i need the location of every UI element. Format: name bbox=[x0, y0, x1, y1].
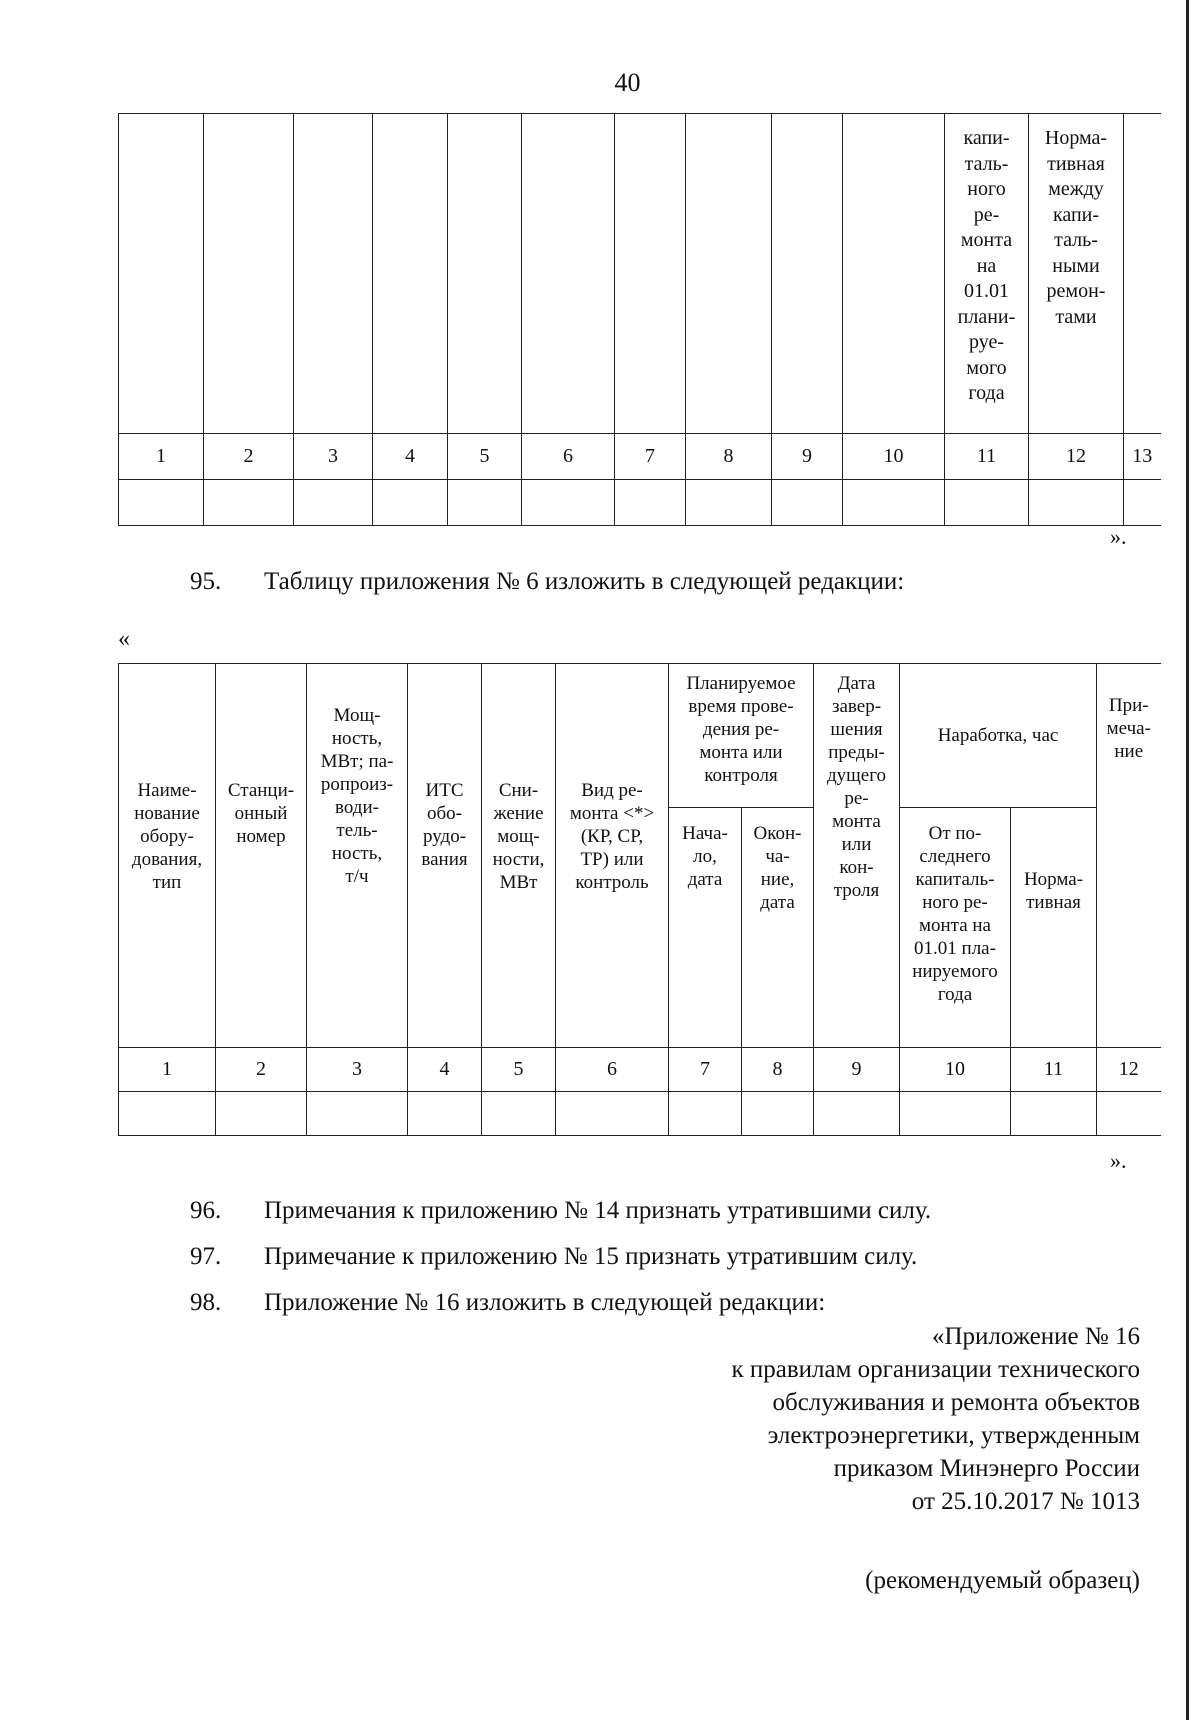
appendix-line: к правилам организации технического bbox=[731, 1356, 1140, 1383]
column-number: 9 bbox=[814, 1048, 900, 1092]
table1-header-cell bbox=[772, 114, 843, 434]
empty-cell bbox=[843, 480, 945, 526]
column-number: 4 bbox=[408, 1048, 482, 1092]
column-number: 7 bbox=[615, 434, 686, 480]
table1-empty-row bbox=[119, 480, 1161, 526]
paragraph-number: 98. bbox=[190, 1289, 222, 1316]
header-end-date: Окон- ча- ние, дата bbox=[742, 808, 814, 1048]
header-note: При- меча- ние bbox=[1097, 664, 1161, 1048]
empty-cell bbox=[204, 480, 294, 526]
empty-cell bbox=[408, 1092, 482, 1136]
paragraph-96 bbox=[190, 1197, 931, 1225]
table2-header-row-1 bbox=[119, 664, 1161, 808]
column-number: 5 bbox=[482, 1048, 556, 1092]
table2-empty-row bbox=[119, 1092, 1161, 1136]
empty-cell bbox=[615, 480, 686, 526]
header-its: ИТС обо- рудо- вания bbox=[408, 664, 482, 1048]
table1-closing-quote: ». bbox=[1110, 524, 1127, 549]
empty-cell bbox=[216, 1092, 307, 1136]
table2-number-row bbox=[119, 1048, 1161, 1092]
column-number: 12 bbox=[1097, 1048, 1161, 1092]
empty-cell bbox=[556, 1092, 669, 1136]
empty-cell bbox=[1097, 1092, 1161, 1136]
empty-cell bbox=[742, 1092, 814, 1136]
table1-header-cell bbox=[204, 114, 294, 434]
empty-cell bbox=[669, 1092, 742, 1136]
continuation-table bbox=[118, 113, 1161, 526]
column-number: 4 bbox=[373, 434, 448, 480]
header-repair-type: Вид ре- монта <*> (КР, СР, ТР) или контроль bbox=[556, 664, 669, 1048]
empty-cell bbox=[482, 1092, 556, 1136]
empty-cell bbox=[772, 480, 843, 526]
column-number: 9 bbox=[772, 434, 843, 480]
header-start-date: Нача- ло, дата bbox=[669, 808, 742, 1048]
column-number: 11 bbox=[1011, 1048, 1097, 1092]
column-number: 8 bbox=[686, 434, 772, 480]
table1-header-cell bbox=[522, 114, 615, 434]
appendix-line: электроэнергетики, утвержденным bbox=[767, 1422, 1140, 1449]
empty-cell bbox=[373, 480, 448, 526]
table1-header-row bbox=[119, 114, 1161, 434]
paragraph-text: Таблицу приложения № 6 изложить в следующей редакции: bbox=[264, 568, 905, 595]
paragraph-98 bbox=[190, 1289, 825, 1317]
table1-header-cell bbox=[294, 114, 373, 434]
column-number: 11 bbox=[945, 434, 1029, 480]
table2-opening-quote: « bbox=[118, 626, 130, 652]
appendix-line: «Приложение № 16 bbox=[931, 1323, 1140, 1350]
header-operating-time: Наработка, час bbox=[900, 664, 1097, 808]
column-number: 1 bbox=[119, 1048, 216, 1092]
paragraph-text: Примечания к приложению № 14 признать утратившими силу. bbox=[264, 1197, 932, 1224]
empty-cell bbox=[294, 480, 373, 526]
paragraph-number: 95. bbox=[190, 568, 222, 595]
column-number: 13 bbox=[1124, 434, 1161, 480]
table1-header-cell bbox=[373, 114, 448, 434]
table1-header-cell bbox=[686, 114, 772, 434]
empty-cell bbox=[119, 480, 204, 526]
page-number: 40 bbox=[614, 68, 641, 97]
header-power: Мощ- ность, МВт; па- ропроиз- води- тель- ность, т/ч bbox=[307, 664, 408, 1048]
table1-header-cell bbox=[1124, 114, 1161, 434]
empty-cell bbox=[1011, 1092, 1097, 1136]
column-number: 8 bbox=[742, 1048, 814, 1092]
header-station-number: Станци- онный номер bbox=[216, 664, 307, 1048]
empty-cell bbox=[945, 480, 1029, 526]
paragraph-text: Приложение № 16 изложить в следующей редакции: bbox=[264, 1289, 826, 1316]
empty-cell bbox=[814, 1092, 900, 1136]
column-number: 7 bbox=[669, 1048, 742, 1092]
column-number: 6 bbox=[522, 434, 615, 480]
paragraph-number: 97. bbox=[190, 1243, 222, 1270]
paragraph-number: 96. bbox=[190, 1197, 222, 1224]
column-number: 3 bbox=[294, 434, 373, 480]
empty-cell bbox=[686, 480, 772, 526]
column-number: 2 bbox=[204, 434, 294, 480]
column-number: 12 bbox=[1029, 434, 1124, 480]
table2-closing-quote: ». bbox=[1110, 1148, 1127, 1173]
header-power-reduction: Сни- жение мощ- ности, МВт bbox=[482, 664, 556, 1048]
column-number: 1 bbox=[119, 434, 204, 480]
header-equipment-name: Наиме- нование обору- дования, тип bbox=[119, 664, 216, 1048]
empty-cell bbox=[1029, 480, 1124, 526]
appendix-line: обслуживания и ремонта объектов bbox=[772, 1389, 1140, 1416]
table1-number-row bbox=[119, 434, 1161, 480]
column-number: 3 bbox=[307, 1048, 408, 1092]
header-since-last-capital-repair: От по- следнего капиталь- ного ре- монта на 01.01 пла- нируемого года bbox=[900, 808, 1011, 1048]
appendix6-table bbox=[118, 663, 1161, 1136]
appendix-line: от 25.10.2017 № 1013 bbox=[911, 1488, 1140, 1515]
table1-header-normative: Норма- тивная между капи- таль- ными ремон- тами bbox=[1029, 114, 1124, 434]
table1-header-cell bbox=[448, 114, 522, 434]
column-number: 6 bbox=[556, 1048, 669, 1092]
empty-cell bbox=[307, 1092, 408, 1136]
table1-header-capital-repair: капи- таль- ного ре- монта на 01.01 плани- руе- мого года bbox=[945, 114, 1029, 434]
column-number: 5 bbox=[448, 434, 522, 480]
header-completion-date: Дата завер- шения преды- дущего ре- монта или кон- троля bbox=[814, 664, 900, 1048]
empty-cell bbox=[900, 1092, 1011, 1136]
empty-cell bbox=[1124, 480, 1161, 526]
appendix-line: приказом Минэнерго России bbox=[833, 1455, 1140, 1482]
header-planned-time: Планируемое время прове- дения ре- монта или контроля bbox=[669, 664, 814, 808]
header-normative: Норма- тивная bbox=[1011, 808, 1097, 1048]
empty-cell bbox=[119, 1092, 216, 1136]
recommended-sample-label: (рекомендуемый образец) bbox=[865, 1567, 1140, 1594]
column-number: 10 bbox=[843, 434, 945, 480]
column-number: 2 bbox=[216, 1048, 307, 1092]
paragraph-95 bbox=[190, 568, 904, 596]
column-number: 10 bbox=[900, 1048, 1011, 1092]
paragraph-97 bbox=[190, 1243, 917, 1271]
paragraph-text: Примечание к приложению № 15 признать утратившим силу. bbox=[264, 1243, 918, 1270]
empty-cell bbox=[448, 480, 522, 526]
table1-header-cell bbox=[119, 114, 204, 434]
appendix-heading bbox=[731, 1320, 1140, 1518]
page-edge bbox=[1186, 0, 1189, 1720]
table1-header-cell bbox=[843, 114, 945, 434]
table1-header-cell bbox=[615, 114, 686, 434]
empty-cell bbox=[522, 480, 615, 526]
